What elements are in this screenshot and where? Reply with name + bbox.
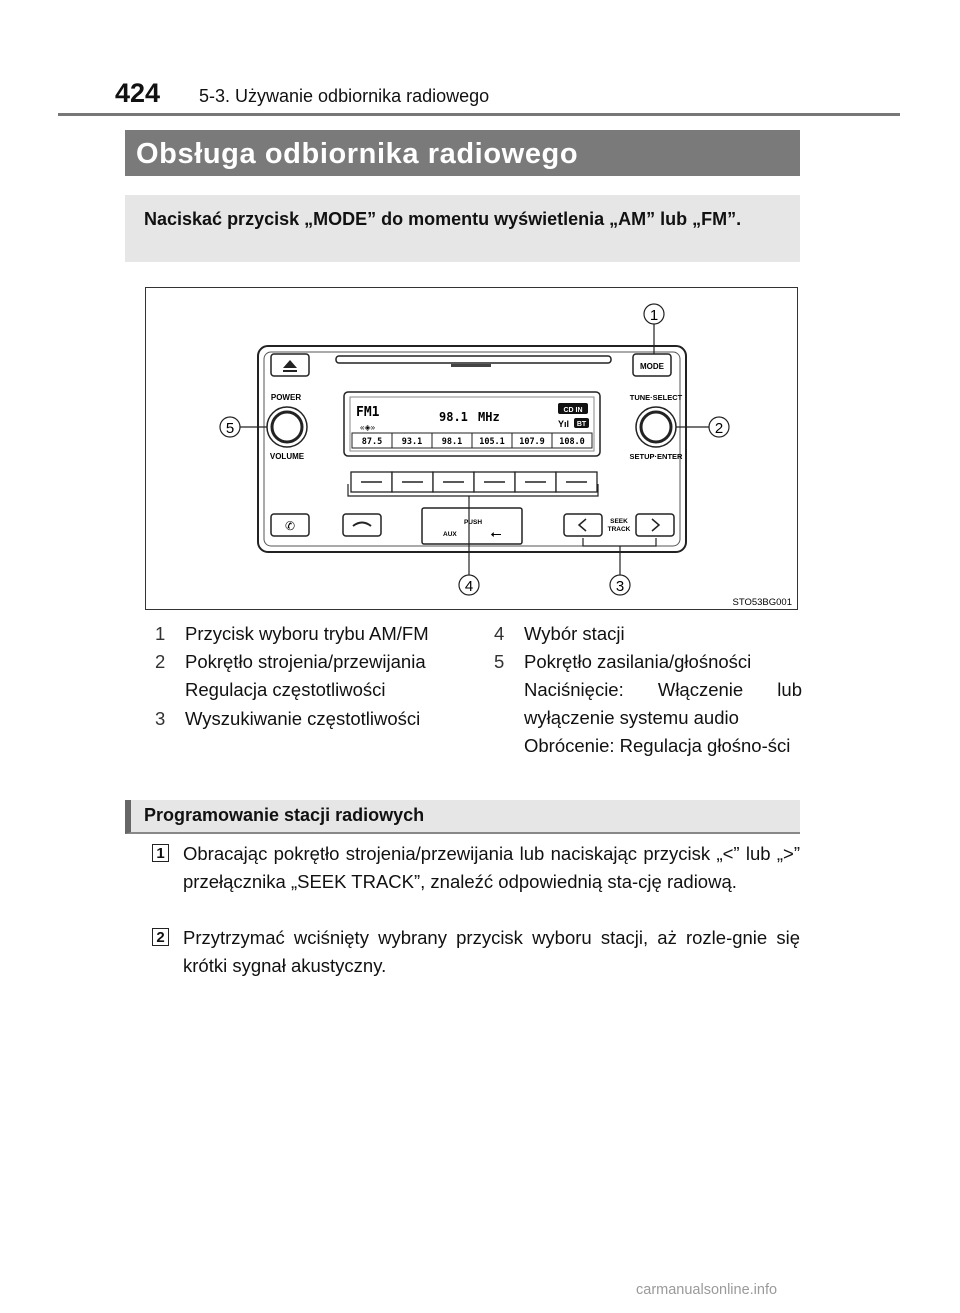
hang-up-button	[343, 514, 381, 536]
legend-num-1: 1	[155, 623, 166, 644]
cd-slot	[336, 356, 611, 363]
cd-in-text: CD IN	[563, 407, 583, 414]
preset-row	[352, 433, 592, 448]
step-text: Obracając pokrętło strojenia/przewijania lub naciskając przycisk „<” lub „>” przełącznika „SEEK TRACK”, znaleźć odpowiednią sta-cję radiową.	[183, 843, 800, 892]
legend-item-4	[484, 620, 802, 648]
subsection-title: Programowanie stacji radiowych	[125, 800, 800, 834]
legend-text: Wybór stacji	[524, 623, 625, 644]
legend-item-5	[484, 648, 802, 760]
legend-subtext: Naciśnięcie: Włączenie lub wyłączenie systemu audio	[524, 679, 802, 728]
signal-icon: «◈»	[360, 423, 376, 432]
figure-code: STO53BG001	[732, 597, 792, 608]
volume-label: VOLUME	[269, 452, 305, 461]
aux-usb-panel	[422, 508, 522, 544]
page-number: 424	[115, 78, 161, 108]
legend-item-2	[145, 648, 475, 704]
track-label: TRACK	[607, 526, 631, 533]
radio-illustration	[146, 288, 799, 611]
legend-text: Pokrętło strojenia/przewijania	[185, 651, 426, 672]
usb-icon: ⭠	[490, 525, 502, 541]
tune-select-label: TUNE·SELECT	[629, 393, 683, 402]
legend-item-1	[145, 620, 475, 648]
legend-subtext: Obrócenie: Regulacja głośno-ści	[524, 735, 791, 756]
radio-figure	[145, 287, 798, 610]
legend-num-5: 5	[494, 651, 505, 672]
frequency-text: 98.1	[439, 410, 468, 424]
power-label: POWER	[270, 393, 302, 402]
legend-right	[484, 620, 802, 760]
step-1	[152, 840, 800, 896]
instruction-box: Naciskać przycisk „MODE” do momentu wyświetlenia „AM” lub „FM”.	[125, 195, 800, 262]
legend-item-3	[145, 705, 475, 733]
band-text: FM1	[356, 405, 380, 420]
push-label: PUSH	[463, 519, 483, 526]
legend-num-2: 2	[155, 651, 166, 672]
seek-label: SEEK	[610, 518, 628, 525]
seek-down-button	[564, 514, 602, 536]
preset-frequency: 107.9	[519, 437, 545, 447]
header-rule	[58, 113, 900, 116]
unit-text: MHz	[478, 410, 500, 424]
callout-3-label: 3	[615, 578, 625, 595]
callout-2-label: 2	[714, 420, 724, 437]
preset-frequency: 108.0	[559, 437, 585, 447]
callout-1-label: 1	[649, 307, 659, 324]
callout-4-label: 4	[464, 578, 474, 595]
preset-buttons	[351, 472, 597, 492]
preset-frequency: 98.1	[441, 437, 463, 447]
preset-frequency: 93.1	[401, 437, 423, 447]
legend-text: Wyszukiwanie częstotliwości	[185, 708, 421, 729]
step-badge-1: 1	[152, 844, 169, 862]
legend-num-4: 4	[494, 623, 505, 644]
watermark: carmanualsonline.info	[636, 1282, 778, 1298]
callout-5-label: 5	[225, 420, 235, 437]
seek-up-button	[636, 514, 674, 536]
mode-label: MODE	[640, 362, 664, 371]
legend-num-3: 3	[155, 708, 166, 729]
preset-frequency: 105.1	[479, 437, 505, 447]
step-text: Przytrzymać wciśnięty wybrany przycisk wyboru stacji, aż rozle-gnie się krótki sygnał akustyczny.	[183, 927, 800, 976]
section-title: 5-3. Używanie odbiornika radiowego	[199, 86, 490, 106]
legend-text: Pokrętło zasilania/głośności	[524, 651, 752, 672]
setup-enter-label: SETUP·ENTER	[629, 452, 683, 461]
bt-text: BT	[576, 421, 587, 428]
aux-label: AUX	[443, 531, 457, 538]
phone-icon: ✆	[284, 519, 296, 533]
page-title: Obsługa odbiornika radiowego	[125, 130, 800, 176]
step-badge-2: 2	[152, 928, 169, 946]
step-2	[152, 924, 800, 980]
preset-frequency: 87.5	[361, 437, 383, 447]
legend-text: Przycisk wyboru trybu AM/FM	[185, 623, 429, 644]
legend-subtext: Regulacja częstotliwości	[185, 679, 386, 700]
antenna-icon: Yıl	[558, 419, 570, 429]
legend-left	[145, 620, 475, 733]
